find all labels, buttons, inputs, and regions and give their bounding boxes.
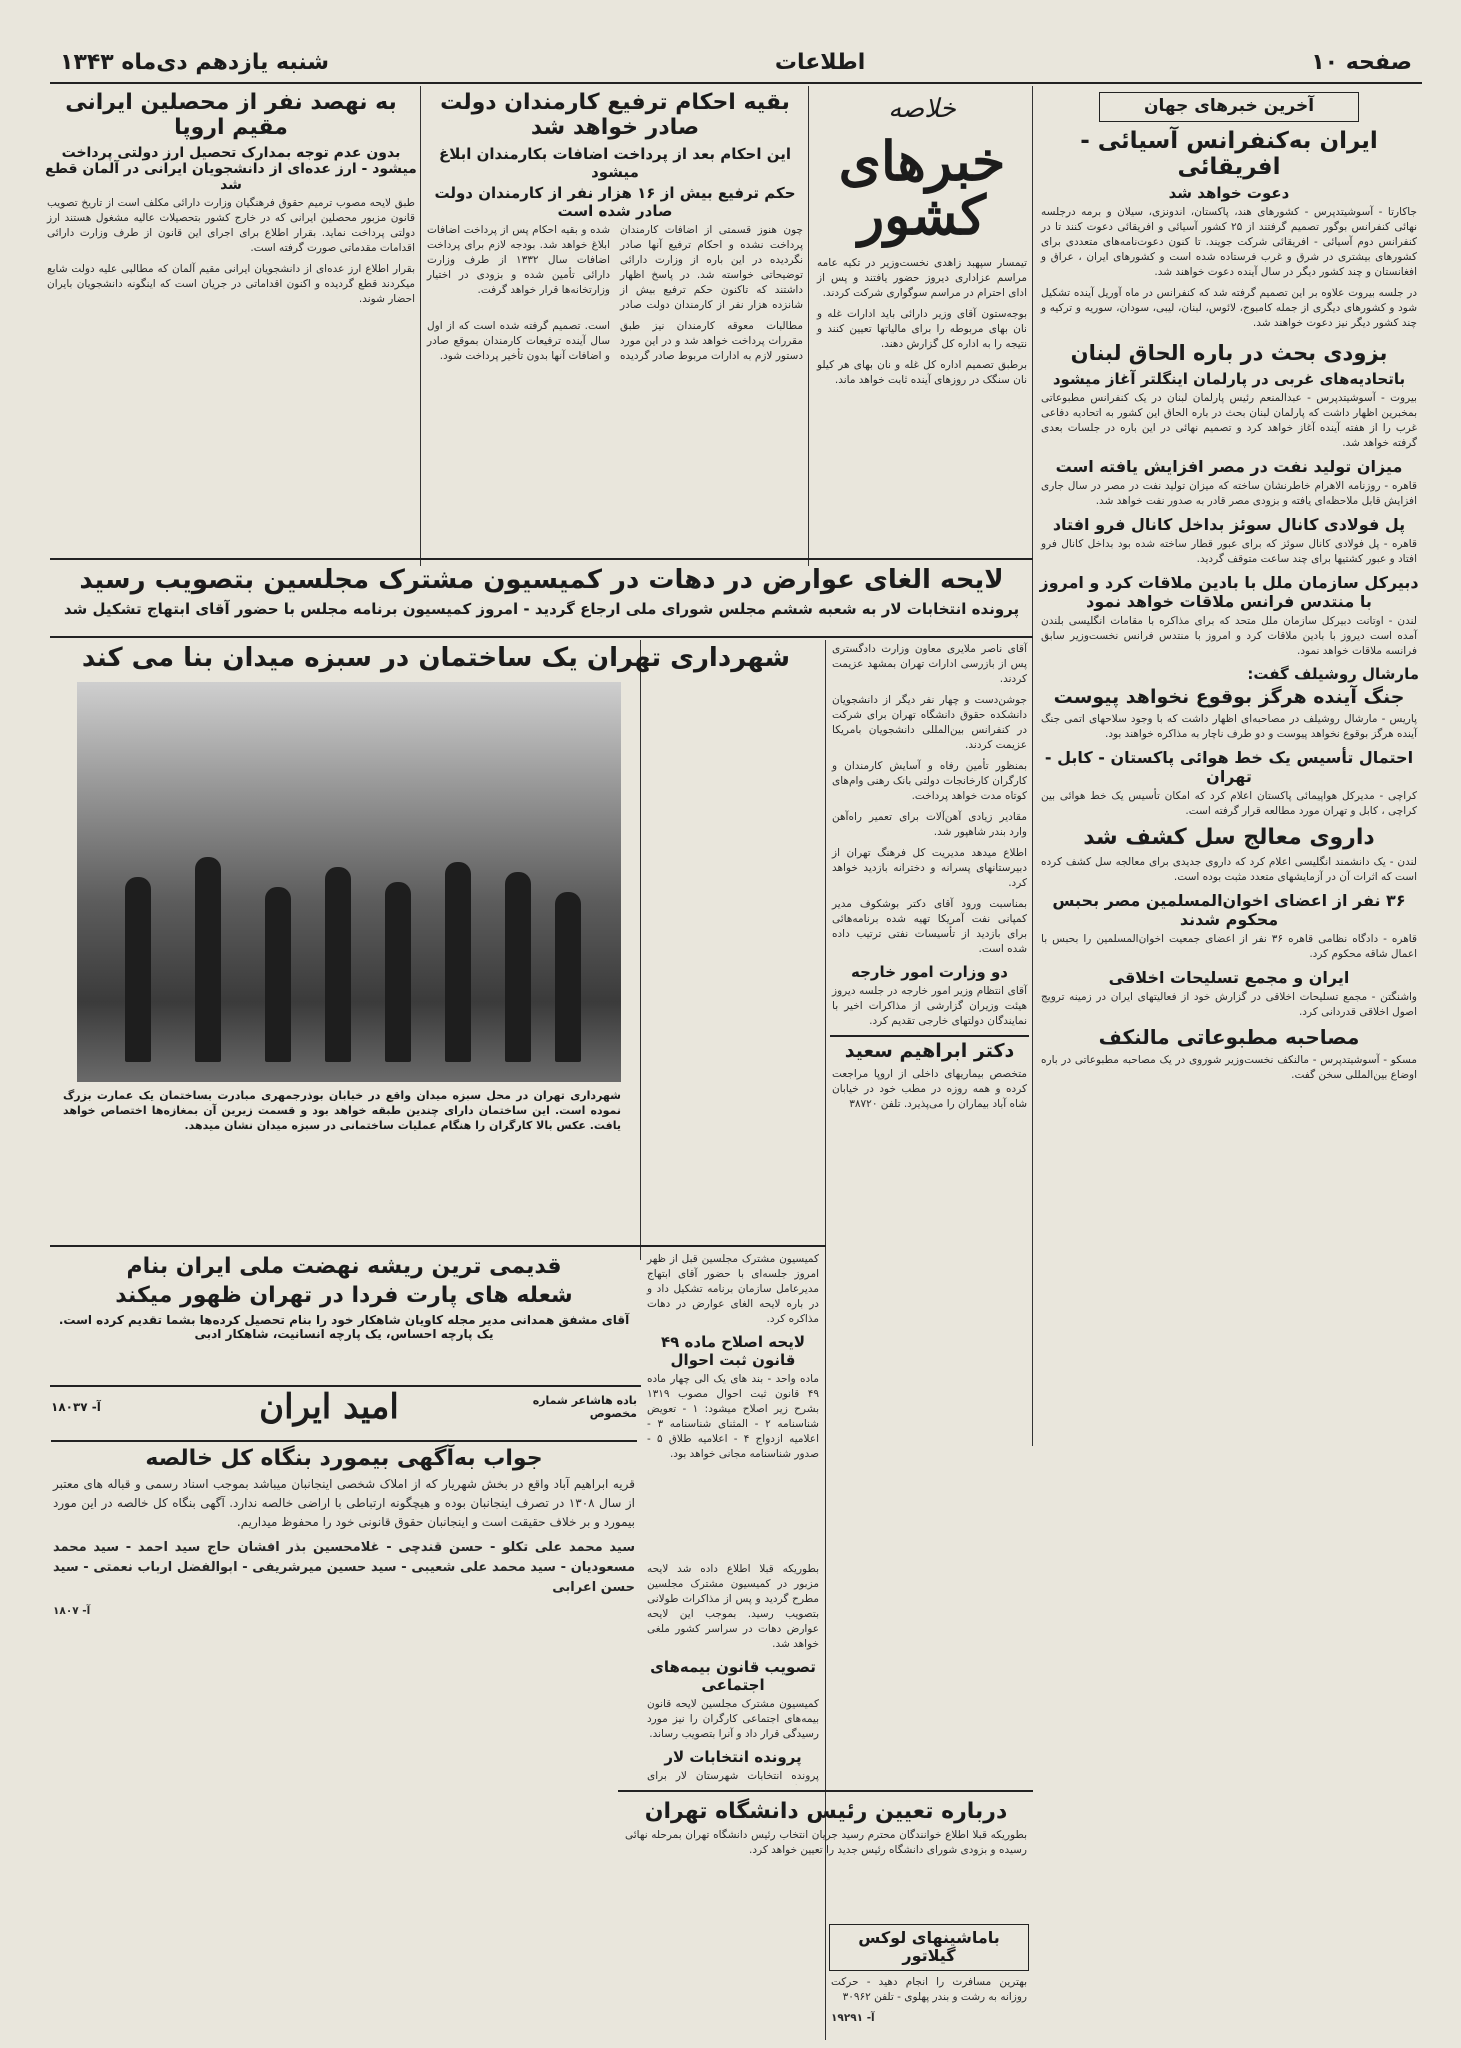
section-title: خبرهای کشور bbox=[838, 129, 1006, 247]
country-news-lower bbox=[830, 640, 1029, 1780]
article-text: در جلسه بیروت علاوه بر این تصمیم گرفته شد که کنفرانس در ماه آوریل آینده تشکیل شود و کشورهای دیگری از جمله کامبوج، لائوس، لبنان، لیبی، سودان، سوریه و ترکیه و چند کشور دیگر نیز دعوت خواهند شد. bbox=[1041, 287, 1417, 330]
lux-bus-ad bbox=[829, 1920, 1029, 2040]
parliament-column bbox=[645, 1560, 821, 1785]
page-number: صفحه ۱۰ bbox=[1311, 49, 1412, 75]
world-news-column bbox=[1039, 86, 1419, 2036]
ad-text: قریه ابراهیم آباد واقع در بخش شهریار که از املاک شخصی اینجانبان میباشد بموجب اسناد رسمی و قباله های معتبر از سال ۱۳۰۸ در تصرف اینجانبان بوده و هیچگونه ارتباطی با اراضی خالصه ندارد. آگهی بنگاه کل خالصه در این مورد بیمورد و بر خلاف حقیقت است و اینجانبان حقوق قانونی خود را محفوظ میداریم. bbox=[53, 1477, 636, 1530]
headline: به نهصد نفر از محصلین ایرانی مقیم اروپا bbox=[65, 90, 397, 141]
article-text: ماده واحد - بند های یک الی چهار ماده ۴۹ قانون ثبت احوال مصوب ۱۳۱۹ بشرح زیر اصلاح میشود: ۱ - تعویض شناسنامه ۲ - المثنای شناسنامه ۳ - اعلامیه ازدواج ۴ - اعلامیه طلاق ۵ - صدور شناسنامه مجانی خواهد بود. bbox=[647, 1373, 819, 1460]
university-article bbox=[623, 1795, 1029, 1915]
ad-code: آ- ۱۸۰۳۷ bbox=[51, 1400, 101, 1414]
headline: ایران و مجمع تسلیحات اخلاقی bbox=[1108, 967, 1350, 987]
banner-headline: لایحه الغای عوارض در دهات در کمیسیون مشترک مجلسین بتصویب رسید bbox=[79, 565, 1004, 595]
ad-text: آقای مشفق همدانی مدیر مجله کاویان شاهکار خود را بنام تحصیل کرده‌ها بشما تقدیم کرده است. یک پارچه احساس، یک پارچه انسانیت، شاهکار ادبی bbox=[58, 1312, 630, 1341]
section-rule bbox=[50, 1385, 641, 1387]
banner-subheadline: پرونده انتخابات لار به شعبه ششم مجلس شورای ملی ارجاع گردید - امروز کمیسیون برنامه مجلس با حضور آقای ابتهاج تشکیل شد bbox=[63, 599, 1020, 618]
headline: بزودی بحث در باره الحاق لبنان bbox=[1070, 341, 1388, 366]
headline: جنگ آینده هرگز بوقوع نخواهد پیوست bbox=[1053, 685, 1405, 708]
column-rule bbox=[808, 86, 809, 566]
khalese-response-ad bbox=[51, 1436, 637, 2036]
news-item: مقادیر زیادی آهن‌آلات برای تعمیر راه‌آهن وارد بندر شاهپور شد. bbox=[832, 811, 1027, 838]
article-text: مسکو - آسوشیتدپرس - مالنکف نخست‌وزیر شوروی در یک مصاحبه مطبوعاتی در باره اوضاع بین‌المللی سخن گفت. bbox=[1041, 1053, 1417, 1081]
section-rule bbox=[50, 1245, 826, 1247]
article-text: بقرار اطلاع ارز عده‌ای از دانشجویان ایرانی مقیم آلمان که مطالبی علیه دولت شایع میکردند قطع گردیده و اکنون اقداماتی در جریان است که اینگونه دانشجویان بایران احضار شوند. bbox=[47, 262, 415, 305]
article-text: مطالبات معوقه کارمندان نیز طبق مقررات پرداخت خواهد شد و در این مورد دستور لازم به ادارات مربوط صادر گردیده است. تصمیم گرفته شده است که از اول سال آینده ترفیعات کارمندان بموقع صادر و اضافات آنها بدون تأخیر پرداخت شود. bbox=[427, 319, 803, 362]
headline: شعله های پارت فردا در تهران ظهور میکند bbox=[115, 1283, 573, 1309]
headline: ۳۶ نفر از اعضای اخوان‌المسلمین مصر بحبس محکوم شدند bbox=[1052, 890, 1406, 929]
banner-article bbox=[54, 562, 1029, 634]
news-item: تیمسار سپهبد زاهدی نخست‌وزیر در تکیه عامه مراسم عزاداری دیروز حضور یافتند و پس از ادای احترام در مراسم سوگواری شرکت کردند. bbox=[817, 257, 1027, 299]
subheadline: دعوت خواهد شد bbox=[1168, 184, 1290, 203]
headline: دو وزارت امور خارجه bbox=[851, 963, 1008, 981]
headline: دکتر ابراهیم سعید bbox=[830, 1035, 1029, 1063]
headline: لایحه اصلاح ماده ۴۹ قانون ثبت احوال bbox=[661, 1333, 805, 1369]
headline: مصاحبه مطبوعاتی مالنکف bbox=[1098, 1024, 1360, 1049]
signers: سید محمد علی تکلو - حسن قندچی - غلامحسین بذر افشان حاج سید احمد - سید محمد مسعودیان - سید محمد علی شعیبی - سید حسین میرشریفی - ابوالفضل ارباب نعمتی - سید حسن اعرابی bbox=[53, 1540, 635, 1596]
world-news-box-title: آخرین خبرهای جهان bbox=[1099, 92, 1359, 122]
news-item: آقای انتظام وزیر امور خارجه در جلسه دیروز هیئت وزیران گزارشی از مذاکرات اخیر با نمایندگان دولتهای خارجی تقدیم کرد. bbox=[832, 985, 1027, 1027]
article-text: بطوریکه قبلا اطلاع داده شد لایحه مزبور در کمیسیون مشترک مجلسین مطرح گردید و پس از مذاکرات طولانی بتصویب رسید. بموجب این لایحه عوارض دهات در سراسر کشور ملغی خواهد شد. bbox=[647, 1563, 819, 1650]
article-text: چون هنوز قسمتی از اضافات کارمندان پرداخت نشده و احکام ترفیع آنها صادر نگردیده در این باره از وزارت دارائی توضیحاتی خواسته شد. در پاسخ اظهار داشتند که تاکنون حکم ترفیع بیش از شانزده هزار نفر از کارمندان دولت صادر شده و بقیه احکام پس از پرداخت اضافات ابلاغ خواهد شد. بودجه لازم برای پرداخت اضافات سال ۱۳۳۲ از طرف وزارت دارائی تأمین شده و بزودی در اختیار وزارتخانه‌ها قرار خواهد گرفت. bbox=[427, 223, 803, 311]
news-item: بمناسبت ورود آقای دکتر بوشکوف مدیر کمپانی نفت آمریکا تهیه شده برنامه‌هائی برای بازدید از تأسیسات نفتی ترتیب داده شده است. bbox=[832, 898, 1027, 955]
students-article bbox=[45, 86, 417, 556]
ad-title: امید ایران bbox=[259, 1390, 399, 1427]
promotions-article bbox=[425, 86, 805, 556]
article-text: کراچی - مدیرکل هواپیمائی پاکستان اعلام کرد که امکان تأسیس یک خط هوائی بین کراچی ، کابل و تهران مورد مطالعه قرار گرفته است. bbox=[1041, 790, 1417, 818]
section-kicker: خلاصه bbox=[888, 94, 956, 124]
article-text: کمیسیون مشترک مجلسین قبل از ظهر امروز جلسه‌ای با حضور آقای ابتهاج مدیرعامل سازمان برنامه تشکیل داد و در باره لایحه الغای عوارض در دهات مذاکره کرد. bbox=[647, 1253, 819, 1325]
issue-date: شنبه یازدهم دی‌ماه ۱۳۴۳ bbox=[60, 49, 329, 75]
national-movement-ad bbox=[51, 1250, 637, 1382]
paper-name: اطلاعات bbox=[774, 49, 866, 75]
headline: جواب به‌آگهی بیمورد بنگاه کل خالصه bbox=[51, 1440, 637, 1471]
headline: قدیمی ترین ریشه نهضت ملی ایران بنام bbox=[126, 1254, 562, 1279]
headline: احتمال تأسیس یک خط هوائی پاکستان - کابل - تهران bbox=[1044, 748, 1414, 787]
news-item: بمنظور تأمین رفاه و آسایش کارمندان و کارگران کارخانجات دولتی بانک رهنی وام‌های کوتاه مدت خواهد پرداخت. bbox=[832, 760, 1027, 802]
ad-code: آ- ۱۸۰۷ bbox=[53, 1605, 91, 1618]
news-item: برطبق تصمیم اداره کل غله و نان بهای هر کیلو نان سنگک در روزهای آینده ثابت خواهد ماند. bbox=[817, 359, 1027, 386]
headline: داروی معالج سل کشف شد bbox=[1083, 825, 1375, 851]
article-text: لندن - یک دانشمند انگلیسی اعلام کرد که داروی جدیدی برای معالجه سل کشف کرده است که اثرات آن در آزمایشهای متعدد مثبت بوده است. bbox=[1041, 855, 1417, 883]
ad-headline: باماشینهای لوکس گیلاتور bbox=[829, 1924, 1029, 1971]
article-text: طبق لایحه مصوب ترمیم حقوق فرهنگیان وزارت دارائی مکلف است از تاریخ تصویب قانون مزبور محصلین ایرانی که در خارج کشور بتحصیلات عالیه مشغول هستند ارز دولتی پرداخت نماید. بقرار اطلاع برای اجرای این قانون از طرف وزارت دارائی اقدامات مقدماتی صورت گرفته است. bbox=[47, 196, 415, 254]
article-text: پاریس - مارشال روشیلف در مصاحبه‌ای اظهار داشت که با وجود سلاحهای اتمی جنگ آینده هرگز بوقوع نخواهد پیوست و دو طرف ناچار به مذاکره خواهند بود. bbox=[1041, 713, 1417, 741]
headline: تصویب قانون بیمه‌های اجتماعی bbox=[650, 1658, 816, 1694]
construction-photo bbox=[77, 682, 621, 1082]
article-text: لندن - اوتانت دبیرکل سازمان ملل متحد که برای مذاکره با مقامات انگلیسی بلندن آمده است دیروز با بادین ملاقات کرد و امروز با منتدس فرانس نخست‌وزیر سابق فرانسه ملاقات خواهد نمود. bbox=[1041, 614, 1417, 657]
subheadline: باتحادیه‌های غربی در پارلمان اینگلتر آغاز میشود bbox=[1052, 369, 1406, 388]
article-text: بیروت - آسوشیتدپرس - عبدالمنعم رئیس پارلمان لبنان در یک کنفرانس مطبوعاتی بمخبرین اظهار داشت که پارلمان لبنان بحث در باره الحاق این کشور به اتحادیه دفاعی غرب را از هفته آینده آغاز خواهد کرد و تصمیم نهائی در این باره در جلسات بعدی گرفته خواهد شد. bbox=[1041, 391, 1417, 449]
headline: پل فولادی کانال سوئز بداخل کانال فرو افتاد bbox=[1052, 514, 1406, 534]
subheadline: حکم ترفیع بیش از ۱۶ هزار نفر از کارمندان دولت صادر شده است bbox=[434, 183, 796, 220]
article-text: قاهره - دادگاه نظامی قاهره ۳۶ نفر از اعضای جمعیت اخوان‌المسلمین را بحبس با اعمال شاقه محکوم کرد. bbox=[1041, 932, 1417, 960]
headline: میزان تولید نفت در مصر افزایش یافته است bbox=[1055, 456, 1403, 476]
ad-code: آ- ۱۹۲۹۱ bbox=[831, 2011, 875, 2024]
column-rule bbox=[1032, 86, 1033, 1446]
article-text: بطوریکه قبلا اطلاع خوانندگان محترم رسید جریان انتخاب رئیس دانشگاه تهران بمرحله نهائی رسیده و بزودی شورای دانشگاه رئیس جدید را تعیین خواهد کرد. bbox=[625, 1829, 1027, 1857]
headline: درباره تعیین رئیس دانشگاه تهران bbox=[644, 1799, 1008, 1824]
ad-side-note: باده هاشاعر شماره مخصوص bbox=[532, 1394, 637, 1420]
news-item: آقای ناصر ملایری معاون وزارت دادگستری پس از بازرسی ادارات تهران بمشهد عزیمت کردند. bbox=[832, 643, 1027, 685]
article-text: پرونده انتخابات شهرستان لار برای bbox=[647, 1770, 819, 1782]
article-text: قاهره - پل فولادی کانال سوئز که برای عبور قطار ساخته شده بود بداخل کانال فرو افتاد و عبور کشتیها برای چند ساعت متوقف گردید. bbox=[1041, 537, 1417, 565]
masthead bbox=[50, 42, 1422, 84]
column-rule bbox=[420, 86, 421, 566]
photo-caption: شهرداری تهران در محل سبزه میدان واقع در خیابان بوذرجمهری مبادرت بساختمان یک عمارت بزرگ نموده است. این ساختمان دارای چندین طبقه خواهد بود و قسمت زیرین آن بمغازه‌ها اختصاص خواهد یافت. عکس بالا کارگران را هنگام عملیات ساختمانی در سبزه میدان نشان میدهد. bbox=[63, 1088, 621, 1132]
ad-text: متخصص بیماریهای داخلی از اروپا مراجعت کرده و همه روزه در مطب خود در خیابان شاه آباد بیماران را می‌پذیرد. تلفن ۳۸۷۲۰ bbox=[832, 1067, 1027, 1110]
ad-title-row bbox=[51, 1390, 637, 1430]
headline: ایران به‌کنفرانس آسیائی - افریقائی bbox=[1080, 127, 1378, 180]
article-text: کمیسیون مشترک مجلسین لایحه قانون بیمه‌های اجتماعی کارگران را نیز مورد رسیدگی قرار داد و آنرا بتصویب رساند. bbox=[647, 1698, 819, 1740]
article-text: جاکارتا - آسوشیتدپرس - کشورهای هند، پاکستان، اندونزی، سیلان و برمه درجلسه نهائی کنفرانس بوگور تصمیم گرفتند از ۲۵ کشور آسیائی و افریقائی دعوت کنند تا در کنفرانس دوم آسیائی - افریقائی شرکت جویند. تا کنون دعوت‌نامه‌های متعددی برای کشورهای بیشتری در شرق و غرب فرستاده شده است و کشورهای ایران ، عراق و افغانستان و چند کشور دیگر در سال آینده دعوت خواهند شد. bbox=[1041, 206, 1417, 279]
news-item: اطلاع میدهد مدیریت کل فرهنگ تهران از دبیرستانهای پسرانه و دخترانه بازدید خواهد کرد. bbox=[832, 847, 1027, 889]
article-text: قاهره - روزنامه الاهرام خاطرنشان ساخته که میزان تولید نفت در مصر در سال جاری افزایش قابل ملاحظه‌ای یافته و بزودی مصر قادر به صدور نفت خواهد شد. bbox=[1041, 479, 1417, 507]
headline: پرونده انتخابات لار bbox=[664, 1748, 802, 1766]
news-item: بوجه‌ستون آقای وزیر دارائی باید ادارات غله و نان بهای مربوطه را برای مالیاتها تعیین کنند و نتیجه را به اداره کل گزارش دهند. bbox=[817, 308, 1027, 350]
article-text: واشنگتن - مجمع تسلیحات اخلاقی در گزارش خود از فعالیتهای ایران در زمینه ترویج اصول اخلاقی قدردانی کرد. bbox=[1041, 990, 1417, 1018]
subheadline: بدون عدم توجه بمدارک تحصیل ارز دولتی پرداخت میشود - ارز عده‌ای از دانشجویان ایرانی در آلمان قطع شد bbox=[45, 144, 417, 193]
ad-text: بهترین مسافرت را انجام دهید - حرکت روزانه به رشت و بندر پهلوی - تلفن ۳۰۹۶۲ bbox=[831, 1975, 1027, 2003]
headline: شهرداری تهران یک ساختمان در سبزه میدان بنا می کند bbox=[81, 643, 791, 673]
news-item: جوشن‌دست و چهار نفر دیگر از دانشجویان دانشکده حقوق دانشگاه تهران برای شرکت در کنفرانس بین‌المللی دانشجویان بامریکا عزیمت کردند. bbox=[832, 694, 1027, 751]
municipal-article bbox=[51, 640, 821, 1240]
subheadline: این احکام بعد از پرداخت اضافات بکارمندان ابلاغ میشود bbox=[438, 144, 791, 181]
headline: دبیرکل سازمان ملل با بادین ملاقات کرد و امروز با منتدس فرانس ملاقات خواهد نمود bbox=[1039, 572, 1419, 611]
headline: بقیه احکام ترفیع کارمندان دولت صادر خواهد شد bbox=[440, 90, 790, 141]
headline-kicker: مارشال روشیلف گفت: bbox=[1247, 664, 1419, 683]
